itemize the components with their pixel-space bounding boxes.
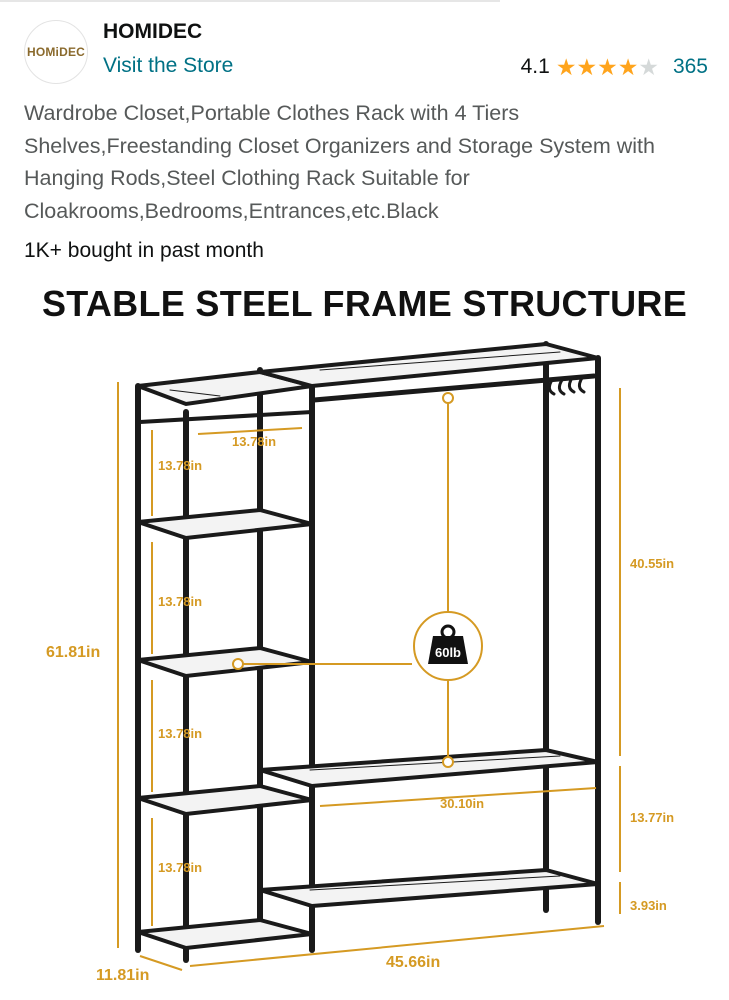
dim-total-width: 45.66in: [386, 954, 441, 971]
star-icon: ★: [617, 53, 639, 80]
dim-depth: 11.81in: [96, 967, 150, 984]
dim-bottom-width: 30.10in: [440, 796, 485, 811]
weight-label: 60lb: [434, 645, 462, 660]
logo-text: HOMiDEC: [26, 45, 86, 59]
rack-frame: [138, 344, 598, 960]
store-header: [24, 18, 708, 88]
dim-total-height: 61.81in: [46, 644, 101, 661]
dim-floor-clearance: 3.93in: [630, 898, 667, 913]
star-icon: ★: [638, 53, 659, 80]
star-icon: ★: [597, 53, 618, 80]
dim-hanging-height: 40.55in: [630, 556, 675, 571]
review-count[interactable]: 365: [672, 55, 708, 78]
star-icon: ★: [576, 53, 598, 80]
product-image[interactable]: [0, 330, 729, 1000]
top-divider: [0, 0, 500, 2]
star-rating: [555, 53, 659, 80]
dim-tier-3: 13.78in: [158, 726, 203, 741]
product-title: Wardrobe Closet,Portable Clothes Rack with 4 Tiers Shelves,Freestanding Closet Organizers and Storage System with Hanging Rods,Steel Clothing Rack Suitable for Cloakrooms,Bedrooms,Entrances,etc.Black: [24, 101, 655, 223]
dim-tier-1: 13.78in: [158, 458, 203, 473]
visit-store-link[interactable]: Visit the Store: [103, 54, 234, 77]
dim-tier-2: 13.78in: [158, 594, 203, 609]
dim-shelf-depth-top: 13.78in: [232, 434, 277, 449]
rating-value: 4.1: [520, 55, 550, 78]
brand-name[interactable]: HOMIDEC: [103, 20, 203, 43]
star-icon: ★: [555, 53, 577, 80]
dim-tier-4: 13.78in: [158, 860, 203, 875]
bought-count: 1K+ bought in past month: [24, 239, 264, 262]
rating-summary[interactable]: [521, 55, 708, 79]
image-heading: STABLE STEEL FRAME STRUCTURE: [41, 283, 688, 324]
weight-badge: [414, 612, 482, 680]
store-logo[interactable]: [24, 20, 88, 84]
dim-lower-gap: 13.77in: [630, 810, 675, 825]
